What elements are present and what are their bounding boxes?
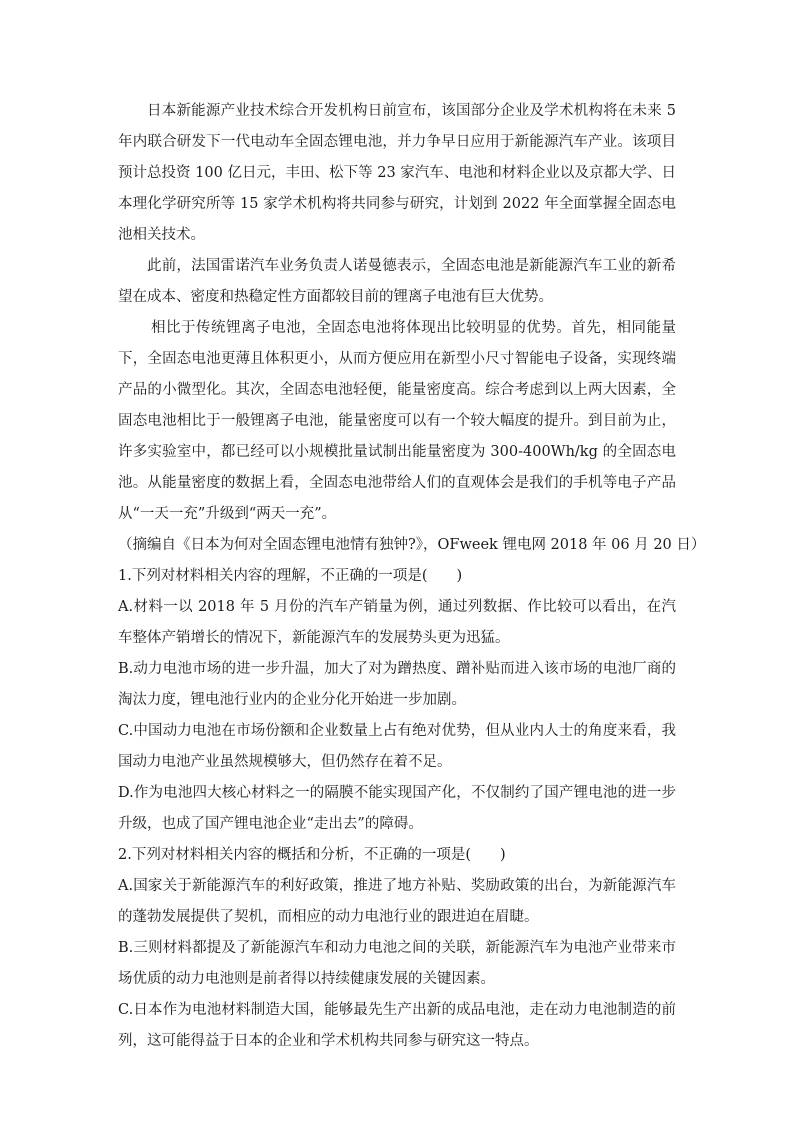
question-2 [118,840,676,1057]
question-1-option-b: B.动力电池市场的进一步升温，加大了对为蹭热度、蹭补贴而进入该市场的电池厂商的淘汰力度，锂电池行业内的企业分化开始进一步加剧。 [118,661,676,708]
question-1-stem: 1.下列对材料相关内容的理解，不正确的一项是( ) [118,568,463,584]
document-page [118,96,706,1057]
question-1 [118,561,676,840]
question-1-option-a: A.材料一以 2018 年 5 月份的汽车产销量为例，通过列数据、作比较可以看出，在汽车整体产销增长的情况下，新能源汽车的发展势头更为迅猛。 [118,599,676,646]
source-citation: （摘编自《日本为何对全固态锂电池情有独钟?》，OFweek 锂电网 2018 年 06 月 20 日） [118,537,706,553]
question-1-option-c: C.中国动力电池在市场份额和企业数量上占有绝对优势，但从业内人士的角度来看，我国动力电池产业虽然规模够大，但仍然存在着不足。 [118,723,676,770]
passage-paragraph-2: 此前，法国雷诺汽车业务负责人诺曼德表示，全固态电池是新能源汽车工业的新希望在成本、密度和热稳定性方面都较目前的锂离子电池有巨大优势。 [118,258,676,305]
question-2-option-c: C.日本作为电池材料制造大国，能够最先生产出新的成品电池，走在动力电池制造的前列，这可能得益于日本的企业和学术机构共同参与研究这一特点。 [118,1002,676,1049]
passage-paragraph-1: 日本新能源产业技术综合开发机构日前宣布，该国部分企业及学术机构将在未来 5 年内联合研发下一代电动车全固态锂电池，并力争早日应用于新能源汽车产业。该项目预计总投资 100 亿日元，丰田、松下等 23 家汽车、电池和材料企业以及京都大学、日本理化学研究所等 15 家学术机构将共同参与研究，计划到 2022 年全面掌握全固态电池相关技术。 [118,103,676,243]
passage-paragraph-3: 相比于传统锂离子电池，全固态电池将体现出比较明显的优势。首先，相同能量下，全固态电池更薄且体积更小，从而方便应用在新型小尺寸智能电子设备，实现终端产品的小微型化。其次，全固态电池轻便，能量密度高。综合考虑到以上两大因素，全固态电池相比于一般锂离子电池，能量密度可以有一个较大幅度的提升。到目前为止，许多实验室中，都已经可以小规模批量试制出能量密度为 300-400Wh/kg 的全固态电池。从能量密度的数据上看，全固态电池带给人们的直观体会是我们的手机等电子产品从“一天一充”升级到“两天一充”。 [118,320,676,522]
question-2-option-a: A.国家关于新能源汽车的利好政策，推进了地方补贴、奖励政策的出台，为新能源汽车的蓬勃发展提供了契机，而相应的动力电池行业的跟进迫在眉睫。 [118,878,676,925]
question-2-stem: 2.下列对材料相关内容的概括和分析，不正确的一项是( ) [118,847,506,863]
question-2-option-b: B.三则材料都提及了新能源汽车和动力电池之间的关联，新能源汽车为电池产业带来市场优质的动力电池则是前者得以持续健康发展的关键因素。 [118,940,676,987]
question-1-option-d: D.作为电池四大核心材料之一的隔膜不能实现国产化，不仅制约了国产锂电池的进一步升级，也成了国产锂电池企业“走出去”的障碍。 [118,785,676,832]
